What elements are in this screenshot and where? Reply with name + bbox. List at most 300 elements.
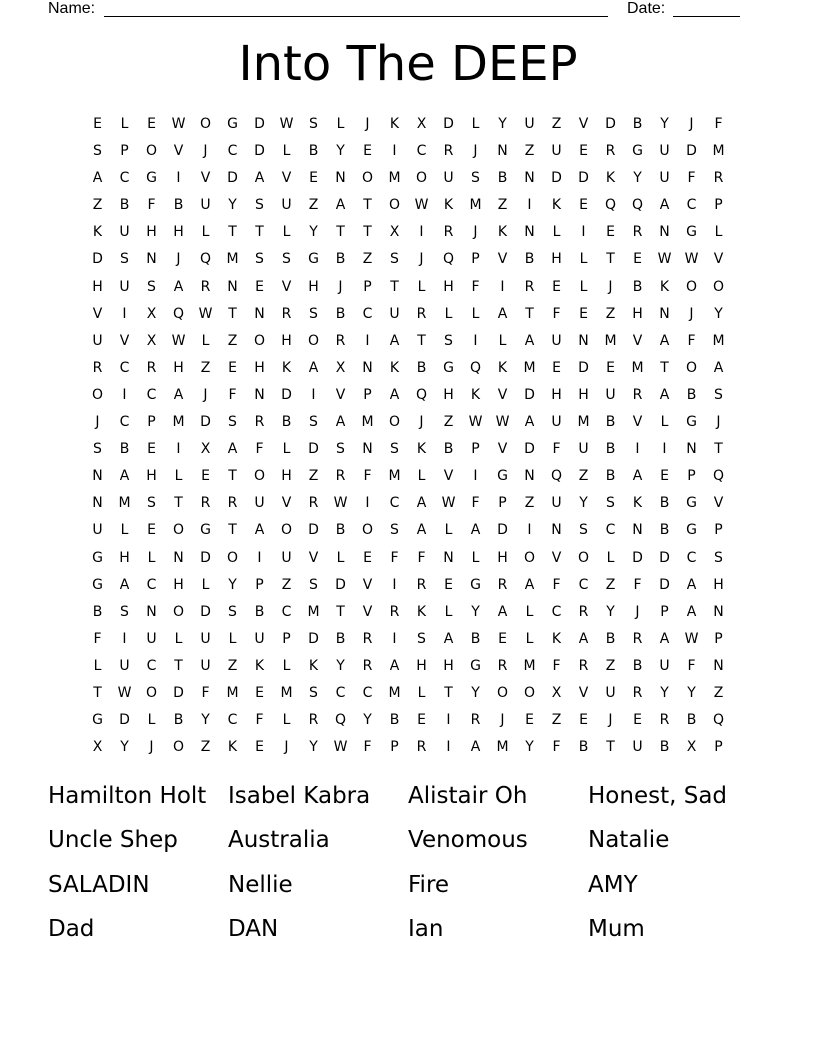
grid-cell: L [120,116,129,132]
grid-cell: J [635,603,640,620]
grid-cell: A [659,332,670,349]
grid-cell: O [388,197,401,214]
grid-cell: S [714,549,723,566]
grid-cell: S [255,251,264,268]
grid-cell: V [632,332,643,349]
grid-cell: K [497,224,508,241]
grid-cell: R [632,684,643,701]
grid-cell: R [470,712,481,729]
grid-cell: I [392,630,397,647]
grid-cell: U [659,657,670,674]
grid-cell: F [471,278,480,295]
grid-cell: I [473,332,478,349]
grid-cell: O [253,332,266,349]
grid-cell: A [173,278,184,295]
grid-cell: P [282,630,291,647]
grid-cell: J [203,386,208,403]
grid-cell: R [443,224,454,241]
grid-cell: T [255,224,264,241]
grid-cell: L [174,630,183,647]
grid-cell: J [689,305,694,322]
grid-cell: U [605,684,616,701]
grid-cell: R [524,278,535,295]
grid-cell: I [122,630,127,647]
grid-cell: E [498,630,507,647]
grid-cell: R [227,495,238,512]
grid-cell: S [120,251,129,268]
grid-cell: I [257,549,262,566]
grid-cell: E [579,305,588,322]
grid-cell: Y [120,739,129,756]
grid-cell: P [471,441,480,458]
grid-cell: B [335,251,346,268]
grid-cell: K [470,386,481,403]
grid-cell: L [660,414,669,431]
grid-cell: C [686,197,697,214]
grid-cell: C [119,359,130,376]
grid-cell: C [227,143,238,160]
grid-cell: K [659,278,670,295]
grid-cell: D [200,549,211,566]
grid-cell: F [93,630,102,647]
grid-cell: G [92,549,103,566]
grid-cell: S [309,576,318,593]
grid-cell: I [176,441,181,458]
grid-cell: T [444,684,453,701]
grid-cell: U [551,332,562,349]
grid-cell: W [657,251,672,268]
grid-cell: S [228,414,237,431]
grid-cell: Q [442,251,455,268]
grid-cell: S [390,251,399,268]
grid-cell: V [173,143,184,160]
grid-cell: N [92,495,103,512]
grid-cell: F [363,739,372,756]
grid-cell: B [389,712,400,729]
grid-cell: W [333,739,348,756]
grid-cell: S [714,386,723,403]
grid-cell: D [119,712,130,729]
grid-cell: A [686,576,697,593]
grid-cell: Q [415,386,428,403]
grid-cell: J [500,712,505,729]
grid-cell: U [200,197,211,214]
grid-cell: E [552,359,561,376]
grid-cell: P [714,630,723,647]
grid-cell: M [388,684,401,701]
word-bank-item: Venomous [408,827,528,854]
grid-cell: N [632,522,643,539]
grid-cell: I [446,739,451,756]
grid-cell: M [712,143,725,160]
grid-cell: U [119,224,130,241]
grid-cell: B [605,441,616,458]
grid-cell: E [579,143,588,160]
word-bank-item: Mum [588,915,645,942]
grid-cell: K [416,603,427,620]
grid-cell: G [686,522,697,539]
grid-cell: U [254,495,265,512]
grid-cell: Y [309,739,318,756]
grid-cell: V [119,332,130,349]
grid-cell: C [605,522,616,539]
grid-cell: F [471,495,480,512]
grid-cell: V [497,251,508,268]
grid-cell: P [255,576,264,593]
grid-cell: Y [228,576,237,593]
grid-cell: U [443,170,454,187]
grid-cell: T [336,603,345,620]
grid-cell: D [524,441,535,458]
grid-cell: U [524,116,535,132]
grid-cell: L [525,630,534,647]
grid-cell: Q [712,468,725,485]
word-bank-item: DAN [228,915,279,942]
grid-cell: B [524,251,535,268]
grid-cell: T [363,197,372,214]
grid-cell: Y [498,116,507,132]
grid-cell: A [227,441,238,458]
grid-cell: X [416,116,427,132]
grid-cell: B [308,143,319,160]
grid-cell: T [93,684,102,701]
grid-cell: S [147,495,156,512]
grid-cell: Z [443,414,454,431]
grid-cell: O [523,684,536,701]
grid-cell: A [443,630,454,647]
grid-cell: A [335,197,346,214]
grid-cell: J [284,739,289,756]
grid-cell: H [281,468,292,485]
grid-cell: V [281,170,292,187]
grid-cell: K [605,170,616,187]
grid-cell: E [147,522,156,539]
grid-cell: Z [92,197,103,214]
grid-cell: Z [200,359,211,376]
grid-cell: R [362,630,373,647]
grid-cell: O [496,684,509,701]
grid-cell: L [282,441,291,458]
grid-cell: Z [497,197,508,214]
grid-cell: J [203,143,208,160]
grid-cell: M [712,332,725,349]
grid-cell: Z [551,712,562,729]
grid-cell: N [254,305,265,322]
grid-cell: N [173,549,184,566]
grid-cell: C [362,684,373,701]
grid-cell: J [716,414,721,431]
grid-cell: R [713,170,724,187]
grid-cell: D [308,522,319,539]
grid-cell: D [254,116,265,132]
grid-cell: B [119,441,130,458]
grid-cell: T [228,522,237,539]
grid-cell: U [659,170,670,187]
grid-cell: F [552,576,561,593]
grid-cell: A [686,603,697,620]
grid-cell: O [307,332,320,349]
word-bank-item: AMY [588,871,638,898]
grid-cell: B [605,630,616,647]
grid-cell: W [333,495,348,512]
grid-cell: R [308,712,319,729]
grid-cell: I [473,468,478,485]
name-label: Name: [48,0,96,17]
grid-cell: K [551,197,562,214]
grid-cell: G [146,170,157,187]
grid-cell: L [444,603,453,620]
grid-cell: B [173,712,184,729]
grid-cell: G [470,576,481,593]
grid-cell: N [362,441,373,458]
grid-cell: T [228,224,237,241]
grid-cell: P [363,386,372,403]
grid-cell: Z [281,576,292,593]
grid-cell: L [174,468,183,485]
name-line[interactable] [104,16,608,17]
grid-cell: K [227,739,238,756]
grid-cell: B [632,657,643,674]
grid-cell: O [577,549,590,566]
grid-cell: C [281,603,292,620]
grid-cell: A [578,630,589,647]
grid-cell: A [119,468,130,485]
grid-cell: H [443,386,454,403]
grid-cell: E [444,576,453,593]
grid-cell: U [632,739,643,756]
grid-cell: U [200,657,211,674]
grid-cell: I [500,278,505,295]
grid-cell: G [686,224,697,241]
grid-cell: R [497,657,508,674]
grid-cell: S [390,441,399,458]
grid-cell: D [173,684,184,701]
grid-cell: B [659,522,670,539]
grid-cell: S [93,441,102,458]
grid-cell: I [581,224,586,241]
grid-cell: S [471,170,480,187]
grid-cell: V [632,414,643,431]
grid-cell: K [551,630,562,647]
grid-cell: E [93,116,102,132]
grid-cell: E [255,684,264,701]
grid-cell: K [281,359,292,376]
grid-cell: A [470,739,481,756]
grid-cell: R [416,739,427,756]
word-bank-item: Fire [408,871,450,898]
word-bank [48,776,768,953]
word-bank-item: SALADIN [48,871,150,898]
grid-cell: E [525,712,534,729]
grid-cell: U [92,522,103,539]
grid-cell: T [606,739,615,756]
grid-cell: X [200,441,211,458]
grid-cell: A [119,576,130,593]
grid-cell: R [92,359,103,376]
grid-cell: P [660,603,669,620]
grid-cell: S [309,414,318,431]
grid-cell: U [389,305,400,322]
grid-cell: Y [336,657,345,674]
grid-cell: U [119,657,130,674]
grid-cell: S [417,630,426,647]
grid-cell: O [361,522,374,539]
grid-cell: L [444,305,453,322]
grid-cell: B [632,116,643,132]
grid-cell: H [281,332,292,349]
grid-cell: R [281,305,292,322]
grid-cell: O [172,522,185,539]
grid-cell: E [147,116,156,132]
grid-cell: L [579,278,588,295]
grid-cell: B [578,739,589,756]
grid-cell: J [473,224,478,241]
grid-cell: I [311,386,316,403]
grid-cell: N [659,305,670,322]
grid-cell: A [524,576,535,593]
grid-cell: A [659,386,670,403]
grid-cell: H [119,549,130,566]
grid-cell: R [335,332,346,349]
grid-cell: Z [605,657,616,674]
grid-cell: N [227,278,238,295]
grid-cell: I [662,441,667,458]
grid-cell: R [362,657,373,674]
grid-cell: H [497,549,508,566]
grid-cell: H [713,576,724,593]
grid-cell: H [551,386,562,403]
grid-cell: T [390,278,399,295]
grid-cell: H [146,468,157,485]
grid-cell: F [417,549,426,566]
grid-cell: H [254,359,265,376]
grid-cell: L [147,549,156,566]
grid-cell: L [147,712,156,729]
grid-cell: T [606,251,615,268]
grid-cell: M [577,414,590,431]
grid-cell: L [471,549,480,566]
grid-cell: R [578,657,589,674]
grid-cell: F [714,116,723,132]
grid-cell: Z [308,197,319,214]
grid-cell: W [171,332,186,349]
grid-cell: Y [336,143,345,160]
date-line[interactable] [673,16,740,17]
grid-cell: B [254,603,265,620]
grid-cell: S [309,684,318,701]
grid-cell: T [336,224,345,241]
grid-cell: X [335,359,346,376]
grid-cell: W [441,495,456,512]
grid-cell: X [92,739,103,756]
grid-cell: E [660,468,669,485]
grid-cell: A [524,414,535,431]
grid-cell: J [176,251,181,268]
grid-cell: E [606,359,615,376]
grid-cell: F [687,332,696,349]
grid-cell: N [686,441,697,458]
grid-cell: N [146,603,157,620]
grid-cell: K [308,657,319,674]
grid-cell: Z [524,143,535,160]
grid-cell: L [498,332,507,349]
grid-cell: R [146,359,157,376]
grid-cell: M [523,359,536,376]
grid-cell: T [417,332,426,349]
grid-cell: G [92,576,103,593]
grid-cell: E [552,278,561,295]
grid-cell: K [389,116,400,132]
grid-cell: D [632,549,643,566]
grid-cell: D [227,170,238,187]
grid-cell: W [171,116,186,132]
grid-cell: L [93,657,102,674]
grid-cell: D [551,170,562,187]
grid-cell: D [524,386,535,403]
grid-cell: R [389,603,400,620]
grid-cell: Y [579,495,588,512]
grid-cell: A [308,359,319,376]
grid-cell: A [416,522,427,539]
grid-cell: O [145,684,158,701]
grid-cell: B [281,414,292,431]
grid-cell: L [579,251,588,268]
grid-cell: N [443,549,454,566]
grid-cell: T [174,657,183,674]
grid-cell: Z [551,116,562,132]
grid-cell: B [335,522,346,539]
grid-cell: F [147,197,156,214]
grid-cell: D [578,170,589,187]
grid-cell: F [201,684,210,701]
grid-cell: S [255,197,264,214]
grid-cell: H [173,224,184,241]
grid-cell: P [714,197,723,214]
grid-cell: L [282,657,291,674]
grid-cell: L [201,224,210,241]
grid-cell: B [119,197,130,214]
letter-grid [84,111,732,761]
grid-cell: E [579,197,588,214]
grid-cell: O [226,549,239,566]
header-row [48,0,748,20]
grid-cell: C [146,657,157,674]
grid-cell: A [632,468,643,485]
grid-cell: V [713,251,724,268]
grid-cell: D [200,603,211,620]
grid-cell: L [552,224,561,241]
grid-cell: U [254,630,265,647]
grid-cell: D [200,414,211,431]
grid-cell: H [416,657,427,674]
grid-cell: C [686,549,697,566]
grid-cell: F [255,712,264,729]
grid-cell: M [172,414,185,431]
grid-cell: X [551,684,562,701]
grid-cell: B [92,603,103,620]
grid-cell: V [497,386,508,403]
grid-cell: F [687,657,696,674]
grid-cell: R [605,143,616,160]
grid-cell: G [497,468,508,485]
grid-cell: E [147,441,156,458]
grid-cell: W [279,116,294,132]
grid-cell: G [92,712,103,729]
grid-cell: D [605,116,616,132]
grid-cell: Z [200,739,211,756]
grid-cell: I [527,522,532,539]
grid-cell: O [280,522,293,539]
